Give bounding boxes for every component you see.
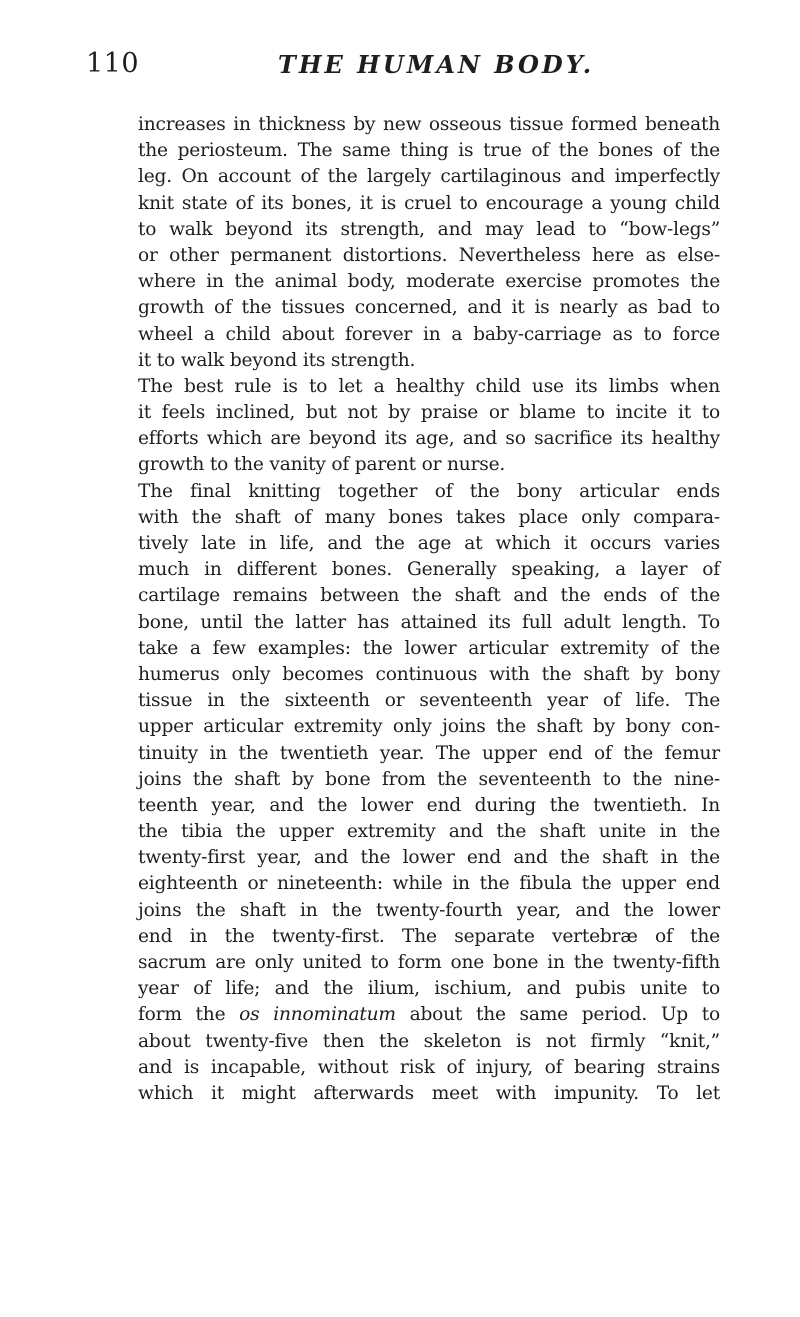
text-line: growth of the tissues concerned, and it is nearly as bad to bbox=[138, 297, 720, 319]
text-line: it feels inclined, but not by praise or blame to incite it to bbox=[138, 402, 720, 424]
text-line: The best rule is to let a healthy child use its limbs when bbox=[138, 375, 720, 397]
text-line: tively late in life, and the age at which it occurs varies bbox=[138, 533, 720, 554]
text-line: cartilage remains between the shaft and the ends of the bbox=[138, 585, 720, 607]
text-line: and is incapable, without risk of injury, of bearing strains bbox=[138, 1056, 720, 1078]
text-line: joins the shaft by bone from the seventeenth to the nine- bbox=[138, 768, 720, 790]
text-fragment: about the same period. Up to bbox=[395, 1004, 720, 1026]
text-line: end in the twenty-first. The separate vertebræ of the bbox=[138, 925, 720, 947]
text-line: where in the animal body, moderate exercise promotes the bbox=[138, 271, 720, 293]
text-line: The final knitting together of the bony articular ends bbox=[138, 480, 720, 502]
page-header bbox=[0, 48, 800, 88]
text-line: take a few examples: the lower articular extremity of the bbox=[138, 637, 720, 659]
latin-term: os innominatum bbox=[239, 1004, 396, 1026]
text-line: twenty-first year, and the lower end and the shaft in the bbox=[138, 847, 720, 869]
text-line: or other permanent distortions. Nevertheless here as else- bbox=[138, 244, 720, 266]
text-line: tissue in the sixteenth or seventeenth year of life. The bbox=[138, 690, 720, 712]
text-line: increases in thickness by new osseous tissue formed beneath bbox=[138, 114, 720, 135]
text-line: to walk beyond its strength, and may lead to “bow-legs” bbox=[138, 218, 720, 240]
text-line: humerus only becomes continuous with the shaft by bony bbox=[138, 663, 720, 685]
text-line: bone, until the latter has attained its full adult length. To bbox=[138, 611, 720, 633]
text-line: knit state of its bones, it is cruel to encourage a young child bbox=[138, 192, 720, 214]
text-line: the periosteum. The same thing is true of the bones of the bbox=[138, 140, 720, 162]
text-line: the tibia the upper extremity and the shaft unite in the bbox=[138, 821, 720, 843]
text-line: which it might afterwards meet with impunity. To let bbox=[138, 1082, 720, 1104]
text-line: year of life; and the ilium, ischium, and pubis unite to bbox=[138, 978, 720, 1000]
text-line: leg. On account of the largely cartilaginous and imperfectly bbox=[138, 166, 720, 188]
running-head: THE HUMAN BODY. bbox=[278, 50, 595, 79]
text-line: growth to the vanity of parent or nurse. bbox=[138, 454, 506, 476]
text-line: teenth year, and the lower end during the twentieth. In bbox=[138, 794, 720, 816]
text-line: joins the shaft in the twenty-fourth year, and the lower bbox=[138, 899, 720, 921]
text-line: with the shaft of many bones takes place only compara- bbox=[138, 506, 720, 528]
text-line: upper articular extremity only joins the shaft by bony con- bbox=[138, 716, 720, 738]
text-line: much in different bones. Generally speaking, a layer of bbox=[138, 559, 720, 581]
page-number: 110 bbox=[86, 48, 140, 79]
text-line: eighteenth or nineteenth: while in the fibula the upper end bbox=[138, 873, 720, 895]
text-line: efforts which are beyond its age, and so sacrifice its healthy bbox=[138, 428, 720, 450]
text-line: about twenty-five then the skeleton is not firmly “knit,” bbox=[138, 1030, 720, 1052]
text-line-os-innominatum bbox=[138, 1002, 720, 1028]
text-line: it to walk beyond its strength. bbox=[138, 349, 416, 371]
text-fragment: form the bbox=[138, 1004, 240, 1026]
body-text bbox=[138, 112, 720, 1107]
text-line: wheel a child about forever in a baby-carriage as to force bbox=[138, 323, 720, 345]
text-line: tinuity in the twentieth year. The upper end of the femur bbox=[138, 742, 720, 764]
text-line: sacrum are only united to form one bone in the twenty-fifth bbox=[138, 952, 720, 973]
